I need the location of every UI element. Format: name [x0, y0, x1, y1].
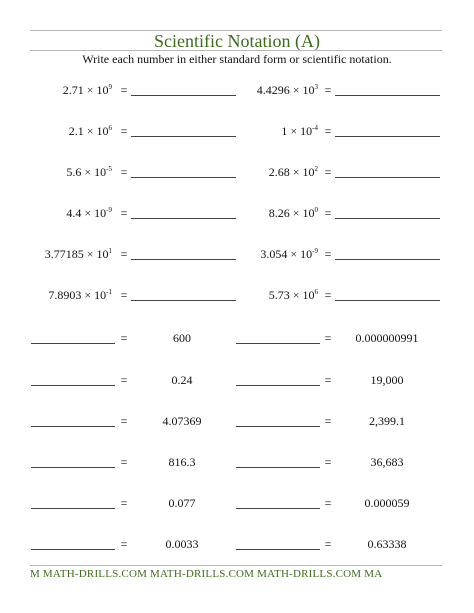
- problem-row-standard: [0, 454, 474, 474]
- footer-watermark: M MATH-DRILLS.COM MATH-DRILLS.COM MATH-DRILLS.COM MA: [30, 568, 383, 580]
- exponent: 6: [314, 288, 318, 296]
- scientific-expression: [208, 287, 318, 303]
- worksheet-title: Scientific Notation (A): [154, 31, 320, 51]
- times-ten: × 10: [292, 288, 315, 302]
- standard-value: 36,683: [370, 455, 404, 469]
- coefficient: 4.4296: [256, 83, 290, 97]
- answer-blank[interactable]: [335, 205, 440, 219]
- title-rule: [30, 50, 442, 51]
- exponent: 3: [314, 83, 318, 91]
- standard-value: 0.077: [168, 496, 196, 510]
- coefficient: 4.4: [66, 206, 82, 220]
- answer-blank[interactable]: [236, 413, 320, 427]
- exponent: 1: [108, 247, 112, 255]
- answer-blank[interactable]: [31, 454, 115, 468]
- exponent: 9: [108, 83, 112, 91]
- standard-value: 816.3: [168, 455, 196, 469]
- equals-sign: =: [324, 373, 332, 387]
- standard-value: 0.000059: [364, 496, 410, 510]
- exponent: 6: [108, 124, 112, 132]
- times-ten: × 10: [292, 165, 315, 179]
- scientific-expression: [2, 82, 112, 98]
- scientific-expression: [2, 123, 112, 139]
- standard-value: 4.07369: [162, 414, 202, 428]
- times-ten: × 10: [84, 206, 107, 220]
- equals-sign: =: [120, 288, 128, 302]
- standard-value: 0.24: [171, 373, 193, 387]
- equals-sign: =: [324, 83, 332, 97]
- equals-sign: =: [324, 496, 332, 510]
- equals-sign: =: [120, 165, 128, 179]
- equals-sign: =: [120, 455, 128, 469]
- answer-blank[interactable]: [335, 123, 440, 137]
- equals-sign: =: [324, 288, 332, 302]
- answer-blank[interactable]: [236, 454, 320, 468]
- problem-row-scientific: [0, 82, 474, 102]
- equals-sign: =: [120, 206, 128, 220]
- coefficient: 3.054: [260, 247, 288, 261]
- problem-row-standard: [0, 413, 474, 433]
- coefficient: 7.8903: [48, 288, 82, 302]
- exponent: -9: [106, 206, 112, 214]
- problem-row-scientific: [0, 205, 474, 225]
- coefficient: 2.71: [62, 83, 84, 97]
- exponent: 2: [314, 165, 318, 173]
- problem-row-scientific: [0, 246, 474, 266]
- times-ten: × 10: [86, 124, 109, 138]
- answer-blank[interactable]: [335, 82, 440, 96]
- answer-blank[interactable]: [31, 495, 115, 509]
- coefficient: 8.26: [268, 206, 290, 220]
- exponent: -9: [312, 247, 318, 255]
- coefficient: 3.77185: [44, 247, 84, 261]
- scientific-expression: [2, 287, 112, 303]
- equals-sign: =: [120, 331, 128, 345]
- equals-sign: =: [120, 247, 128, 261]
- answer-blank[interactable]: [236, 536, 320, 550]
- problem-row-scientific: [0, 123, 474, 143]
- coefficient: 1: [281, 124, 288, 138]
- standard-value: 19,000: [370, 373, 404, 387]
- exponent: -5: [106, 165, 112, 173]
- times-ten: × 10: [292, 83, 315, 97]
- scientific-expression: [2, 246, 112, 262]
- standard-value: 0.63338: [367, 537, 407, 551]
- times-ten: × 10: [290, 124, 313, 138]
- equals-sign: =: [324, 537, 332, 551]
- coefficient: 2.68: [268, 165, 290, 179]
- coefficient: 2.1: [68, 124, 84, 138]
- answer-blank[interactable]: [236, 372, 320, 386]
- scientific-expression: [208, 205, 318, 221]
- equals-sign: =: [120, 496, 128, 510]
- scientific-expression: [2, 164, 112, 180]
- equals-sign: =: [120, 124, 128, 138]
- problem-row-standard: [0, 372, 474, 392]
- times-ten: × 10: [84, 165, 107, 179]
- answer-blank[interactable]: [31, 372, 115, 386]
- answer-blank[interactable]: [236, 495, 320, 509]
- scientific-expression: [208, 164, 318, 180]
- scientific-expression: [208, 246, 318, 262]
- standard-value: 2,399.1: [369, 414, 405, 428]
- problem-row-scientific: [0, 287, 474, 307]
- scientific-expression: [208, 82, 318, 98]
- coefficient: 5.73: [268, 288, 290, 302]
- equals-sign: =: [120, 83, 128, 97]
- times-ten: × 10: [292, 206, 315, 220]
- scientific-expression: [2, 205, 112, 221]
- problem-row-scientific: [0, 164, 474, 184]
- exponent: -4: [312, 124, 318, 132]
- equals-sign: =: [324, 247, 332, 261]
- equals-sign: =: [120, 537, 128, 551]
- standard-value: 0.000000991: [355, 331, 419, 345]
- equals-sign: =: [120, 373, 128, 387]
- equals-sign: =: [324, 331, 332, 345]
- exponent: 0: [314, 206, 318, 214]
- standard-value: 600: [173, 331, 191, 345]
- times-ten: × 10: [86, 247, 109, 261]
- equals-sign: =: [324, 124, 332, 138]
- equals-sign: =: [324, 414, 332, 428]
- equals-sign: =: [324, 455, 332, 469]
- coefficient: 5.6: [66, 165, 82, 179]
- answer-blank[interactable]: [236, 330, 320, 344]
- answer-blank[interactable]: [31, 413, 115, 427]
- equals-sign: =: [324, 206, 332, 220]
- answer-blank[interactable]: [31, 536, 115, 550]
- worksheet-instructions: Write each number in either standard form or scientific notation.: [82, 52, 392, 66]
- answer-blank[interactable]: [335, 164, 440, 178]
- times-ten: × 10: [290, 247, 313, 261]
- exponent: -1: [106, 288, 112, 296]
- problem-row-standard: [0, 495, 474, 515]
- scientific-expression: [208, 123, 318, 139]
- problem-row-standard: [0, 536, 474, 556]
- standard-value: 0.0033: [165, 537, 199, 551]
- times-ten: × 10: [84, 288, 107, 302]
- times-ten: × 10: [86, 83, 109, 97]
- answer-blank[interactable]: [335, 287, 440, 301]
- problem-row-standard: [0, 330, 474, 350]
- footer-rule: [30, 565, 442, 566]
- answer-blank[interactable]: [31, 330, 115, 344]
- equals-sign: =: [324, 165, 332, 179]
- answer-blank[interactable]: [335, 246, 440, 260]
- equals-sign: =: [120, 414, 128, 428]
